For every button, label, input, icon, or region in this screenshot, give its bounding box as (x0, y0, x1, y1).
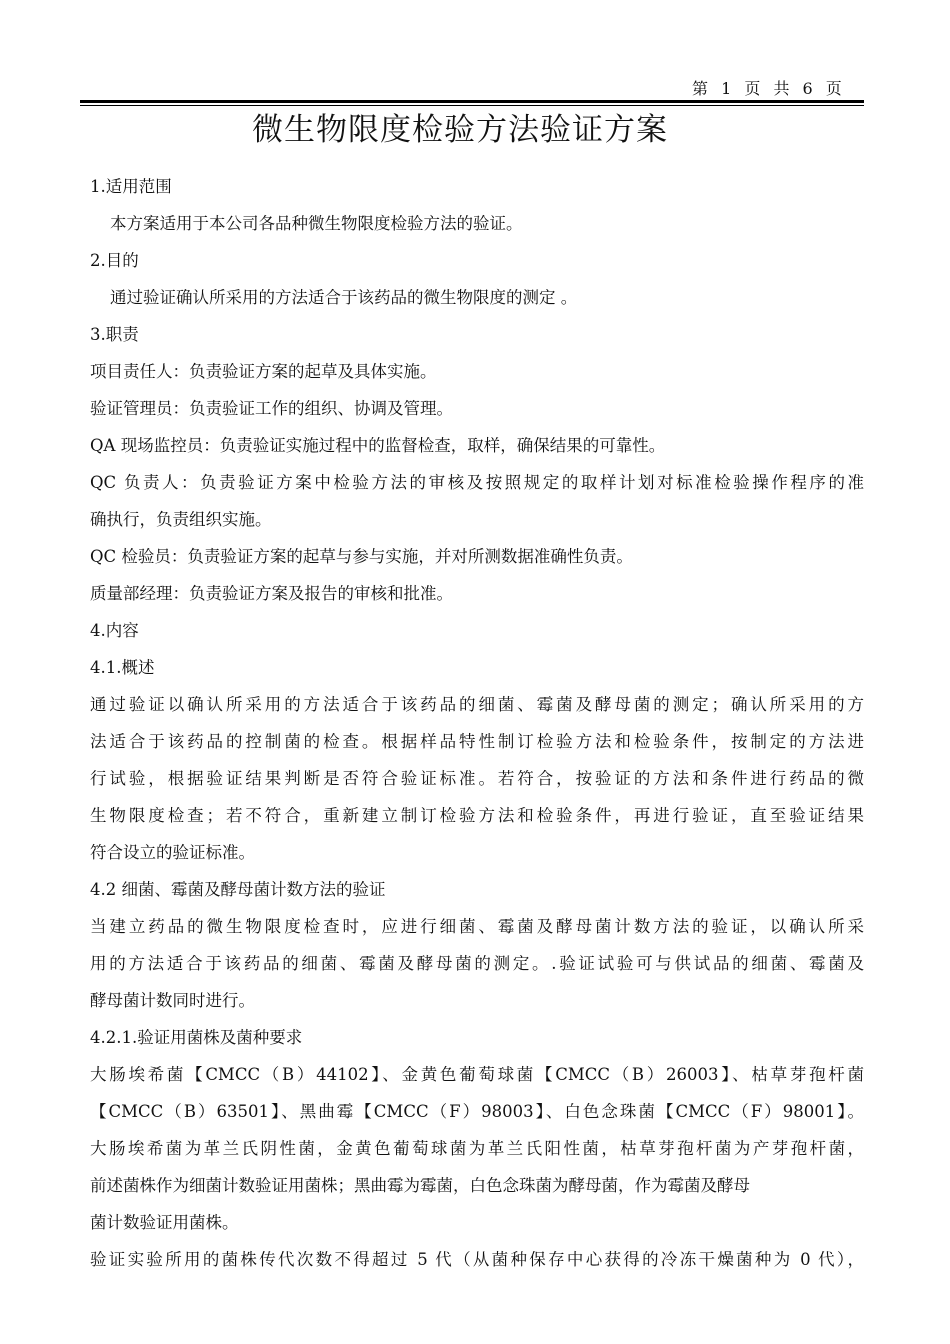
subsection-heading-strains: 4.2.1.验证用菌株及菌种要求 (90, 1028, 303, 1047)
strains-line-3: 大肠埃希菌为革兰氏阴性菌，金黄色葡萄球菌为革兰氏阳性菌，枯草芽孢杆菌为产芽孢杆菌， (90, 1139, 864, 1158)
duty-qa-monitor: QA 现场监控员：负责验证实施过程中的监督检查，取样，确保结果的可靠性。 (90, 436, 666, 455)
duty-quality-manager: 质量部经理：负责验证方案及报告的审核和批准。 (90, 584, 453, 603)
duty-qc-lead-line-1: QC 负责人：负责验证方案中检验方法的审核及按照规定的取样计划对标准检验操作程序的准 (90, 473, 864, 492)
overview-line-5: 符合设立的验证标准。 (90, 843, 255, 862)
strains-line-2: 【CMCC（B）63501】、黑曲霉【CMCC（F）98003】、白色念珠菌【CMCC（F）98001】。 (90, 1102, 864, 1121)
count-validation-line-1: 当建立药品的微生物限度检查时，应进行细菌、霉菌及酵母菌计数方法的验证，以确认所采 (90, 917, 864, 936)
overview-line-1: 通过验证以确认所采用的方法适合于该药品的细菌、霉菌及酵母菌的测定；确认所采用的方 (90, 695, 864, 714)
duty-qc-inspector: QC 检验员：负责验证方案的起草与参与实施，并对所测数据准确性负责。 (90, 547, 633, 566)
duty-project-lead: 项目责任人：负责验证方案的起草及具体实施。 (90, 362, 437, 381)
subsection-heading-overview: 4.1.概述 (90, 658, 155, 677)
strains-line-6: 验证实验所用的菌株传代次数不得超过 5 代（从菌种保存中心获得的冷冻干燥菌种为 0 代）， (90, 1250, 864, 1269)
duty-qc-lead-line-2: 确执行，负责组织实施。 (90, 510, 272, 529)
overview-line-3: 行试验，根据验证结果判断是否符合验证标准。若符合，按验证的方法和条件进行药品的微 (90, 769, 864, 788)
document-body (90, 168, 864, 1278)
paragraph-purpose: 通过验证确认所采用的方法适合于该药品的微生物限度的测定 。 (110, 288, 578, 307)
section-heading-duties: 3.职责 (90, 325, 139, 344)
strains-line-1: 大肠埃希菌【CMCC（B）44102】、金黄色葡萄球菌【CMCC（B）26003】、枯草芽孢杆菌 (90, 1065, 864, 1084)
count-validation-line-2: 用的方法适合于该药品的细菌、霉菌及酵母菌的测定。.验证试验可与供试品的细菌、霉菌及 (90, 954, 864, 973)
duty-validation-admin: 验证管理员：负责验证工作的组织、协调及管理。 (90, 399, 453, 418)
overview-line-4: 生物限度检查；若不符合，重新建立制订检验方法和检验条件，再进行验证，直至验证结果 (90, 806, 864, 825)
page-number: 第 1 页 共 6 页 (692, 79, 844, 98)
strains-line-5: 菌计数验证用菌株。 (90, 1213, 239, 1232)
document-title: 微生物限度检验方法验证方案 (252, 112, 668, 148)
overview-line-2: 法适合于该药品的控制菌的检查。根据样品特性制订检验方法和检验条件，按制定的方法进 (90, 732, 864, 751)
section-heading-purpose: 2.目的 (90, 251, 139, 270)
count-validation-line-3: 酵母菌计数同时进行。 (90, 991, 255, 1010)
strains-line-4: 前述菌株作为细菌计数验证用菌株；黑曲霉为霉菌，白色念珠菌为酵母菌，作为霉菌及酵母 (90, 1176, 750, 1195)
header-rule-thick (80, 100, 864, 103)
section-heading-scope: 1.适用范围 (90, 177, 172, 196)
subsection-heading-count-validation: 4.2 细菌、霉菌及酵母菌计数方法的验证 (90, 880, 386, 899)
paragraph-scope: 本方案适用于本公司各品种微生物限度检验方法的验证。 (110, 214, 523, 233)
section-heading-content: 4.内容 (90, 621, 139, 640)
